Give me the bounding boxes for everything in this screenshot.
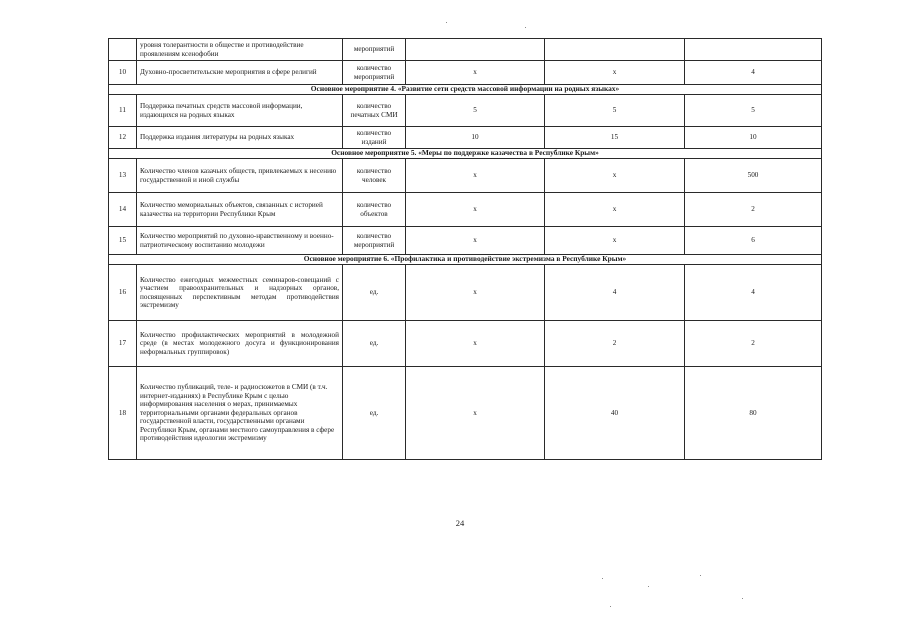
value-col-2: 40 (545, 367, 685, 460)
row-number: 10 (109, 61, 137, 85)
table-body (109, 39, 822, 460)
scan-speck (610, 606, 611, 607)
unit-of-measure: количество мероприятий (343, 227, 406, 255)
page-number: 24 (455, 518, 465, 528)
unit-of-measure: количество изданий (343, 127, 406, 149)
value-col-2: x (545, 227, 685, 255)
indicator-name: Духовно-просветительские мероприятия в сфере религий (137, 61, 343, 85)
table-row (109, 321, 822, 367)
value-col-2: 4 (545, 265, 685, 321)
scan-speck (446, 22, 447, 23)
unit-of-measure: мероприятий (343, 39, 406, 61)
row-number: 11 (109, 95, 137, 127)
table-row (109, 127, 822, 149)
unit-of-measure: количество объектов (343, 193, 406, 227)
indicator-name: Количество членов казачьих обществ, привлекаемых к несению государственной и иной службы (137, 159, 343, 193)
scan-speck (602, 578, 603, 579)
indicator-name: Количество мемориальных объектов, связанных с историей казачества на территории Республики Крым (137, 193, 343, 227)
scan-speck (648, 586, 649, 587)
value-col-3: 4 (685, 265, 822, 321)
value-col-2: x (545, 159, 685, 193)
unit-of-measure: количество мероприятий (343, 61, 406, 85)
value-col-2: 15 (545, 127, 685, 149)
row-number: 18 (109, 367, 137, 460)
value-col-1: x (406, 367, 545, 460)
value-col-3: 2 (685, 193, 822, 227)
row-number (109, 39, 137, 61)
indicator-name: уровня толерантности в обществе и противодействие проявлениям ксенофобии (137, 39, 343, 61)
section-title: Основное мероприятие 6. «Профилактика и противодействие экстремизма в Республике Крым» (109, 255, 822, 265)
value-col-2 (545, 39, 685, 61)
row-number: 13 (109, 159, 137, 193)
value-col-1: x (406, 193, 545, 227)
indicator-name: Количество мероприятий по духовно-нравственному и военно-патриотическому воспитанию молодежи (137, 227, 343, 255)
table-row (109, 193, 822, 227)
value-col-3: 5 (685, 95, 822, 127)
section-heading-row (109, 255, 822, 265)
unit-of-measure: количество печатных СМИ (343, 95, 406, 127)
value-col-3: 2 (685, 321, 822, 367)
indicators-table (108, 38, 822, 460)
unit-of-measure: ед. (343, 321, 406, 367)
value-col-1: x (406, 227, 545, 255)
indicator-name: Поддержка печатных средств массовой информации, издающихся на родных языках (137, 95, 343, 127)
indicator-name: Количество публикаций, теле- и радиосюжетов в СМИ (в т.ч. интернет-изданиях) в Республике Крым с целью информирования населения о мерах, принимаемых территориальными органами федеральных органов государственной власти, государственными органами Республики Крым, органами местного самоуправления в сфере противодействия идеологии экстремизму (137, 367, 343, 460)
value-col-3 (685, 39, 822, 61)
section-title: Основное мероприятие 4. «Развитие сети средств массовой информации на родных языках» (109, 85, 822, 95)
unit-of-measure: количество человек (343, 159, 406, 193)
value-col-1: 10 (406, 127, 545, 149)
value-col-1: x (406, 321, 545, 367)
row-number: 16 (109, 265, 137, 321)
table-row (109, 61, 822, 85)
value-col-2: x (545, 61, 685, 85)
table-row (109, 367, 822, 460)
unit-of-measure: ед. (343, 265, 406, 321)
value-col-3: 6 (685, 227, 822, 255)
value-col-2: x (545, 193, 685, 227)
row-number: 15 (109, 227, 137, 255)
value-col-1: x (406, 61, 545, 85)
row-number: 12 (109, 127, 137, 149)
unit-of-measure: ед. (343, 367, 406, 460)
table-row (109, 39, 822, 61)
indicator-name: Поддержка издания литературы на родных языках (137, 127, 343, 149)
row-number: 17 (109, 321, 137, 367)
table-row (109, 227, 822, 255)
table-row (109, 159, 822, 193)
scan-speck (525, 27, 526, 28)
value-col-3: 10 (685, 127, 822, 149)
value-col-2: 2 (545, 321, 685, 367)
value-col-3: 80 (685, 367, 822, 460)
row-number: 14 (109, 193, 137, 227)
value-col-3: 500 (685, 159, 822, 193)
section-heading-row (109, 85, 822, 95)
value-col-1: x (406, 159, 545, 193)
value-col-2: 5 (545, 95, 685, 127)
value-col-1: x (406, 265, 545, 321)
value-col-1 (406, 39, 545, 61)
scan-speck (742, 598, 743, 599)
value-col-1: 5 (406, 95, 545, 127)
table-row (109, 95, 822, 127)
indicator-name: Количество профилактических мероприятий в молодежной среде (в местах молодежного досуга и функционирования неформальных группировок) (137, 321, 343, 367)
value-col-3: 4 (685, 61, 822, 85)
indicator-name: Количество ежегодных межместных семинаров-совещаний с участием правоохранительных и надзорных органов, посвященных перспективным методам противодействия экстремизму (137, 265, 343, 321)
section-title: Основное мероприятие 5. «Меры по поддержке казачества в Республике Крым» (109, 149, 822, 159)
section-heading-row (109, 149, 822, 159)
scan-speck (700, 575, 701, 576)
table-row (109, 265, 822, 321)
